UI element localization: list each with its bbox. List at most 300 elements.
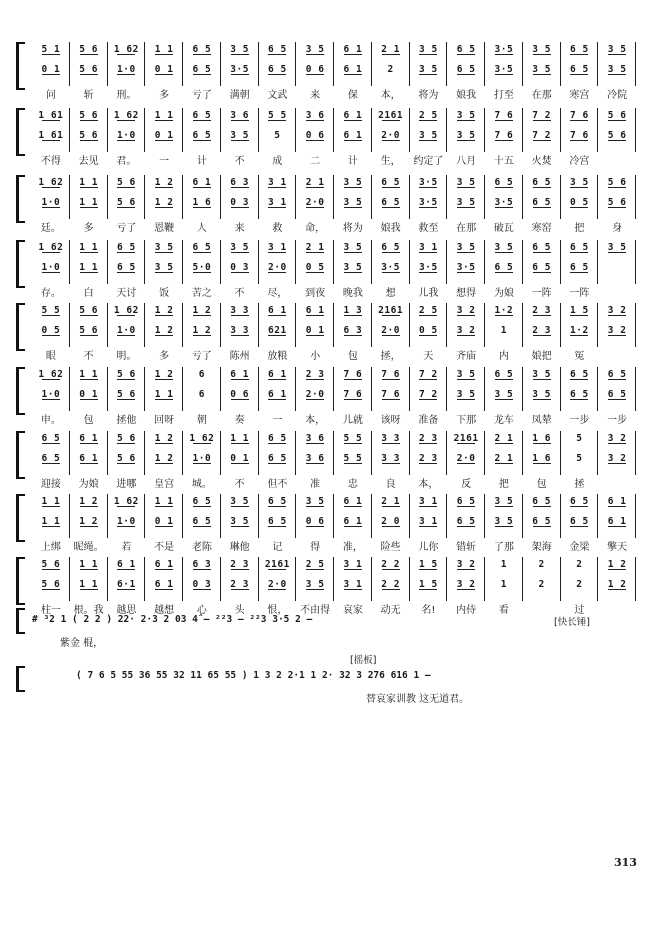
lyric-syllable: 一 [159, 156, 170, 166]
lower-voice-row [32, 197, 636, 211]
measure-notes: 3 5 [456, 130, 476, 141]
beam-underline [155, 379, 173, 380]
system-brace [16, 108, 25, 156]
measure-notes: 1 1 [79, 559, 98, 570]
beam-underline [231, 207, 249, 208]
measure-notes: 5 6 [79, 110, 98, 121]
measure-notes: 7 6 [343, 389, 363, 400]
beam-underline [155, 399, 173, 400]
lyrics-row [32, 411, 636, 425]
beam-underline [80, 399, 98, 400]
measure-notes: 6 5 [570, 64, 589, 75]
lyric-syllable: 一步 [607, 415, 628, 425]
beam-underline [117, 463, 135, 464]
measure-notes: 2161 [378, 110, 404, 121]
beam-underline [419, 379, 437, 380]
beam-underline [193, 54, 211, 55]
measure-notes: 7 6 [494, 130, 514, 141]
beam-underline [570, 74, 588, 75]
measure-notes: 2·0 [381, 325, 400, 336]
measure-notes: 6 5 [192, 130, 212, 141]
lyric-syllable: 一步 [569, 415, 590, 425]
measure-notes: 3 5 [532, 64, 551, 75]
measure-notes: 1 2 [154, 305, 174, 316]
beam-underline [306, 463, 324, 464]
beam-underline [117, 207, 135, 208]
score-system [16, 303, 636, 361]
beam-underline [419, 54, 437, 55]
measure-notes: 3 5 [230, 130, 249, 141]
measure-notes: 6 5 [381, 197, 400, 208]
lyric-syllable: 冷院 [607, 90, 628, 100]
beam-underline [117, 569, 135, 570]
beam-underline [344, 463, 362, 464]
measure-notes: 3 5 [230, 496, 249, 507]
measure-notes: 3 5 [456, 369, 476, 380]
measure-notes: 3 5 [607, 64, 627, 75]
lyrics-row [32, 152, 636, 166]
beam-underline [268, 207, 286, 208]
measure-notes: 6 5 [381, 177, 400, 188]
lyric-syllable: 过 [574, 605, 585, 615]
lyric-syllable: 准， [342, 542, 363, 552]
measure-notes: 2161 [264, 559, 290, 570]
beam-underline [117, 120, 135, 121]
measure-notes: 2 1 [494, 433, 514, 444]
lyric-syllable: 白 [83, 288, 94, 298]
beam-underline [382, 506, 400, 507]
beam-underline [193, 252, 211, 253]
system-brace [16, 608, 25, 634]
system-brace [16, 557, 25, 605]
measure-notes: 1 5 [570, 305, 589, 316]
beam-underline [80, 315, 98, 316]
measure-notes: 1 1 [154, 110, 174, 121]
beam-underline [382, 526, 400, 527]
lyric-syllable: 把 [574, 223, 585, 233]
lyric-syllable: 生， [380, 156, 401, 166]
beam-underline [268, 120, 286, 121]
measure-notes: 6 1 [607, 516, 627, 527]
beam-underline [419, 140, 437, 141]
lyric-syllable: 不由得 [300, 605, 331, 615]
beam-underline [495, 120, 513, 121]
beam-underline [344, 187, 362, 188]
lyrics-row [32, 538, 636, 552]
measure-notes: 6 1 [268, 369, 287, 380]
measure-notes: 6 3 [230, 177, 249, 188]
lyric-syllable: 本， [418, 479, 439, 489]
measure-notes: 1 1 [41, 496, 61, 507]
measure-notes: 1 1 [79, 262, 98, 273]
system-brace [16, 431, 25, 479]
measure-notes: 6 5 [268, 433, 287, 444]
score-system [16, 431, 636, 489]
lyric-syllable: 娘把 [531, 351, 552, 361]
beam-underline [306, 54, 324, 55]
measure-notes: 1·0 [41, 197, 61, 208]
lyric-syllable: 奏 [234, 415, 245, 425]
beam-underline [117, 526, 135, 527]
measure-notes: 2 2 [381, 579, 400, 590]
lyric-syllable: 晚我 [342, 288, 363, 298]
lyrics-row [32, 475, 636, 489]
measure-notes: 3 5 [230, 516, 249, 527]
measure-notes: 3 3 [381, 453, 400, 464]
beam-underline [457, 140, 475, 141]
measure-notes: 3 1 [268, 177, 287, 188]
measure-notes: 6 5 [268, 64, 287, 75]
lyric-syllable: 人 [196, 223, 207, 233]
lyric-syllable: 本， [305, 415, 326, 425]
beam-underline [533, 54, 551, 55]
measure-notes: 3 5 [305, 44, 325, 55]
lyric-syllable: 刑。 [116, 90, 137, 100]
beam-underline [231, 272, 249, 273]
score-system [16, 108, 636, 166]
beam-underline [193, 589, 211, 590]
measure-notes: 1 2 [154, 177, 174, 188]
lower-voice-row [32, 130, 636, 144]
beam-underline [155, 272, 173, 273]
beam-underline [608, 207, 626, 208]
beam-underline [533, 463, 551, 464]
measure-notes: 3 2 [456, 305, 476, 316]
lyric-syllable: 一阵 [531, 288, 552, 298]
beam-underline [155, 443, 173, 444]
beam-underline [306, 74, 324, 75]
upper-voice-row [32, 242, 636, 256]
beam-underline [117, 74, 135, 75]
beam-underline [457, 335, 475, 336]
beam-underline [495, 140, 513, 141]
lyric-syllable: 琳他 [229, 542, 250, 552]
measure-notes: 5 6 [79, 130, 98, 141]
measure-notes: 7 2 [419, 369, 438, 380]
lyric-syllable: 昵绳。 [73, 542, 104, 552]
measure-notes: 2 3 [419, 453, 438, 464]
beam-underline [193, 315, 211, 316]
measure-notes: 3 5 [456, 110, 476, 121]
lyric-syllable: 老陈 [191, 542, 212, 552]
tail-lyrics: 紫金 棍， [60, 638, 104, 649]
beam-underline [533, 443, 551, 444]
measure-notes: 1 3 [343, 305, 363, 316]
lyric-syllable: 满朝 [229, 90, 250, 100]
beam-underline [533, 252, 551, 253]
lyric-syllable: 不 [234, 479, 245, 489]
lyric-syllable: 心 [196, 605, 207, 615]
beam-underline [231, 187, 249, 188]
lyric-syllable: 苦之 [191, 288, 212, 298]
lyric-syllable: 多 [83, 223, 94, 233]
measure-notes: 3·5 [419, 197, 438, 208]
beam-underline [608, 335, 626, 336]
measure-notes: 1·2 [570, 325, 589, 336]
beam-underline [570, 140, 588, 141]
beam-underline [419, 120, 437, 121]
lyric-syllable: 斩 [83, 90, 94, 100]
measure-notes: 5 [274, 130, 281, 141]
beam-underline [155, 315, 173, 316]
beam-underline [80, 443, 98, 444]
measure-notes: 6 5 [532, 496, 551, 507]
beam-underline [570, 399, 588, 400]
lyric-syllable: 小 [310, 351, 321, 361]
lyric-syllable: 放粮 [267, 351, 288, 361]
beam-underline [533, 335, 551, 336]
upper-voice-row [32, 433, 636, 447]
beam-underline [42, 74, 60, 75]
measure-notes: 3 5 [343, 242, 363, 253]
measure-notes: 2 3 [419, 433, 438, 444]
beam-underline [268, 335, 286, 336]
beam-underline [117, 315, 135, 316]
measure-notes: 3 5 [494, 516, 514, 527]
measure-notes: 6 5 [570, 389, 589, 400]
measure-notes: 6 5 [456, 64, 476, 75]
beam-underline [419, 569, 437, 570]
lyric-syllable: 救 [272, 223, 283, 233]
measure-notes: 1 1 [79, 579, 98, 590]
lyric-syllable: 准备 [418, 415, 439, 425]
beam-underline [193, 335, 211, 336]
beam-underline [42, 506, 60, 507]
measure-notes: 6 1 [268, 305, 287, 316]
beam-underline [306, 399, 324, 400]
beam-underline [382, 120, 400, 121]
measure-notes: 1 [500, 325, 507, 336]
lyric-syllable: 存。 [40, 288, 61, 298]
upper-voice-row [32, 110, 636, 124]
measure-notes: 3 6 [305, 453, 325, 464]
measure-notes: 5 5 [343, 453, 363, 464]
measure-notes: 0 3 [192, 579, 212, 590]
measure-notes: 1 1 [154, 44, 174, 55]
measure-notes: 3 5 [230, 242, 249, 253]
measure-notes: 1 1 [79, 242, 98, 253]
lyric-syllable: 多 [159, 90, 170, 100]
measure-notes: 1 62 [38, 369, 64, 380]
measure-notes: 3 1 [419, 516, 438, 527]
lyric-syllable: 来 [310, 90, 321, 100]
beam-underline [80, 463, 98, 464]
beam-underline [382, 569, 400, 570]
beam-underline [80, 379, 98, 380]
measure-notes: 2·0 [381, 130, 400, 141]
measure-notes: 3 2 [607, 305, 627, 316]
measure-notes: 6 5 [456, 516, 476, 527]
measure-notes: 3 1 [268, 242, 287, 253]
lyric-syllable: 天讨 [116, 288, 137, 298]
measure-notes: 2 1 [381, 496, 400, 507]
beam-underline [231, 315, 249, 316]
measure-notes: 6 5 [570, 496, 589, 507]
measure-notes: 6 5 [268, 44, 287, 55]
measure-notes: 1·0 [41, 389, 61, 400]
beam-underline [495, 207, 513, 208]
lyric-syllable: 尽， [267, 288, 288, 298]
measure-notes: 1 2 [154, 433, 174, 444]
measure-notes: 0 6 [305, 130, 325, 141]
measure-notes: 6 5 [192, 44, 212, 55]
tail-lyrics: 替哀家训教 这无道君。 [366, 694, 470, 705]
beam-underline [419, 74, 437, 75]
beam-underline [382, 187, 400, 188]
measure-notes: 0 1 [305, 325, 325, 336]
beam-underline [155, 140, 173, 141]
beam-underline [231, 569, 249, 570]
beam-underline [344, 399, 362, 400]
lyric-syllable: 反 [461, 479, 472, 489]
measure-notes: 6 1 [230, 369, 249, 380]
lyric-syllable: 本， [380, 90, 401, 100]
measure-notes: 3 5 [343, 197, 363, 208]
lyric-syllable: 冤 [574, 351, 585, 361]
beam-underline [382, 463, 400, 464]
tempo-tag: [摇板] [350, 655, 377, 666]
measure-notes: 5 6 [607, 130, 627, 141]
lyric-syllable: 保 [347, 90, 358, 100]
lyric-syllable: 不 [234, 288, 245, 298]
measure-notes: 6 1 [305, 305, 325, 316]
beam-underline [495, 379, 513, 380]
lyric-syllable: 朝 [196, 415, 207, 425]
beam-underline [268, 443, 286, 444]
beam-underline [457, 252, 475, 253]
beam-underline [457, 526, 475, 527]
measure-notes: 5 1 [41, 44, 61, 55]
beam-underline [231, 140, 249, 141]
upper-voice-row [32, 369, 636, 383]
measure-notes: 0 1 [154, 130, 174, 141]
upper-voice-row [32, 559, 636, 573]
lyric-syllable: 内 [498, 351, 509, 361]
beam-underline [419, 187, 437, 188]
measure-notes: 0 1 [154, 516, 174, 527]
measure-notes: 6 3 [343, 325, 363, 336]
measure-notes: 3 5 [607, 242, 627, 253]
measure-notes: 6 5 [570, 369, 589, 380]
beam-underline [457, 506, 475, 507]
lyric-syllable: 饭 [159, 288, 170, 298]
beam-underline [457, 207, 475, 208]
beam-underline [457, 187, 475, 188]
measure-notes: 3·5 [456, 262, 476, 273]
lyric-syllable: 火焚 [531, 156, 552, 166]
measure-notes: 0 1 [230, 453, 249, 464]
measure-notes: 6 5 [570, 516, 589, 527]
beam-underline [344, 207, 362, 208]
lyrics-row [32, 347, 636, 361]
beam-underline [495, 315, 513, 316]
measure-notes: 3 5 [456, 197, 476, 208]
beam-underline [570, 187, 588, 188]
beam-underline [382, 252, 400, 253]
measure-notes: 6 5 [532, 516, 551, 527]
score-system [16, 175, 636, 233]
beam-underline [608, 443, 626, 444]
measure-notes: 3 6 [305, 110, 325, 121]
beam-underline [80, 272, 98, 273]
beam-underline [419, 589, 437, 590]
measure-notes: 7 6 [494, 110, 514, 121]
measure-notes: 3 3 [230, 305, 249, 316]
lyric-syllable: 包 [83, 415, 94, 425]
measure-notes: 6 1 [343, 496, 363, 507]
beam-underline [495, 443, 513, 444]
beam-underline [193, 443, 211, 444]
beam-underline [457, 54, 475, 55]
measure-notes: 6 5 [117, 242, 136, 253]
lyric-syllable: 将为 [418, 90, 439, 100]
beam-underline [117, 589, 135, 590]
measure-notes: 6 5 [192, 64, 212, 75]
measure-notes: 1·0 [117, 64, 136, 75]
beam-underline [608, 74, 626, 75]
measure-notes: 7 6 [570, 110, 589, 121]
beam-underline [80, 120, 98, 121]
measure-notes: 5 5 [343, 433, 363, 444]
beam-underline [344, 335, 362, 336]
measure-notes: 0 1 [154, 64, 174, 75]
lyric-syllable: 该呀 [380, 415, 401, 425]
measure-notes: 1 6 [532, 433, 551, 444]
measure-notes: 5 6 [607, 177, 627, 188]
measure-notes: 5 6 [117, 177, 136, 188]
beam-underline [155, 506, 173, 507]
beam-underline [42, 120, 60, 121]
beam-underline [495, 272, 513, 273]
measure-notes: 2 [387, 64, 394, 75]
measure-notes: 2 [576, 559, 583, 570]
lyric-syllable: 架海 [531, 542, 552, 552]
beam-underline [155, 569, 173, 570]
measure-notes: 2 5 [305, 559, 325, 570]
measure-notes: 3 6 [230, 110, 249, 121]
measure-notes: 1 2 [607, 579, 627, 590]
measure-notes: 1 2 [192, 305, 212, 316]
lyric-syllable: 问 [45, 90, 56, 100]
beam-underline [533, 272, 551, 273]
beam-underline [306, 379, 324, 380]
lyric-syllable: 亏了 [191, 90, 212, 100]
beam-underline [155, 207, 173, 208]
measure-notes: 7 2 [419, 389, 438, 400]
beam-underline [80, 526, 98, 527]
measure-notes: 3 5 [456, 389, 476, 400]
beam-underline [608, 252, 626, 253]
measure-notes: 5 5 [41, 305, 61, 316]
lyric-syllable: 身 [612, 223, 623, 233]
page-number: 313 [614, 856, 637, 869]
measure-notes: 3 5 [230, 44, 249, 55]
measure-notes: 6 5 [532, 197, 551, 208]
measure-notes: 5 6 [117, 369, 136, 380]
measure-notes: 0 1 [79, 389, 98, 400]
beam-underline [344, 589, 362, 590]
lyric-syllable: 准 [310, 479, 321, 489]
measure-notes: 0 5 [419, 325, 438, 336]
beam-underline [457, 379, 475, 380]
lyric-syllable: 八月 [456, 156, 477, 166]
beam-underline [608, 120, 626, 121]
lyric-syllable: 包 [347, 351, 358, 361]
measure-notes: 1 [500, 559, 507, 570]
beam-underline [382, 589, 400, 590]
measure-notes: 3 2 [607, 325, 627, 336]
beam-underline [419, 315, 437, 316]
